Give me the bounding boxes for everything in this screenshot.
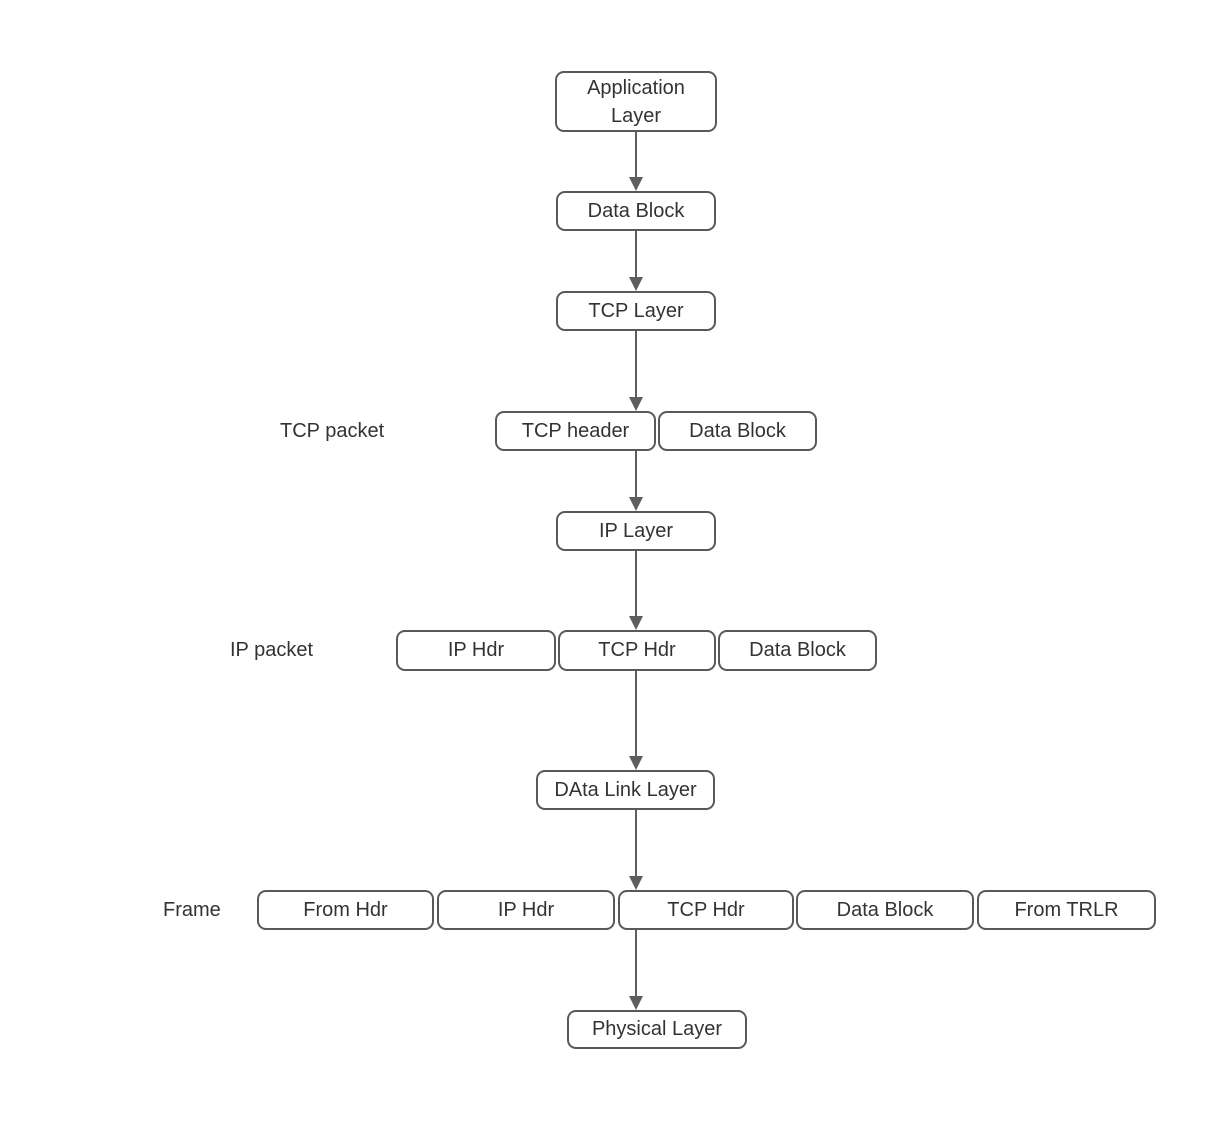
node-data-block-top: Data Block xyxy=(556,191,716,231)
arrow-head-icon xyxy=(629,996,643,1010)
node-ip-layer: IP Layer xyxy=(556,511,716,551)
arrow-head-icon xyxy=(629,497,643,511)
arrow-shaft xyxy=(635,551,637,619)
arrow-shaft xyxy=(635,930,637,999)
arrow-ippacket-to-datalink xyxy=(629,671,643,770)
node-physical-layer: Physical Layer xyxy=(567,1010,747,1049)
node-tcp-layer: TCP Layer xyxy=(556,291,716,331)
arrow-tcplayer-to-tcppacket xyxy=(629,331,643,411)
node-ip-hdr-ip-packet: IP Hdr xyxy=(396,630,556,671)
arrow-tcppacket-to-iplayer xyxy=(629,451,643,511)
arrow-app-to-datablock xyxy=(629,132,643,191)
node-data-block-tcp-packet: Data Block xyxy=(658,411,817,451)
arrow-datablock-to-tcplayer xyxy=(629,231,643,291)
node-tcp-header: TCP header xyxy=(495,411,656,451)
arrow-shaft xyxy=(635,451,637,500)
node-tcp-hdr-frame: TCP Hdr xyxy=(618,890,794,930)
arrow-head-icon xyxy=(629,277,643,291)
arrow-shaft xyxy=(635,671,637,759)
node-application-layer: Application Layer xyxy=(555,71,717,132)
arrow-datalink-to-frame xyxy=(629,810,643,890)
node-data-link-layer: DAta Link Layer xyxy=(536,770,715,810)
node-data-block-frame: Data Block xyxy=(796,890,974,930)
arrow-shaft xyxy=(635,810,637,879)
arrow-head-icon xyxy=(629,177,643,191)
arrow-head-icon xyxy=(629,756,643,770)
arrow-head-icon xyxy=(629,876,643,890)
arrow-head-icon xyxy=(629,397,643,411)
row-label-frame: Frame xyxy=(163,899,221,921)
arrow-head-icon xyxy=(629,616,643,630)
node-tcp-hdr-ip-packet: TCP Hdr xyxy=(558,630,716,671)
node-from-trlr: From TRLR xyxy=(977,890,1156,930)
node-data-block-ip-packet: Data Block xyxy=(718,630,877,671)
row-label-tcp-packet: TCP packet xyxy=(280,420,385,442)
arrow-shaft xyxy=(635,132,637,180)
node-from-hdr: From Hdr xyxy=(257,890,434,930)
arrow-shaft xyxy=(635,331,637,400)
arrow-shaft xyxy=(635,231,637,280)
arrow-iplayer-to-ippacket xyxy=(629,551,643,630)
node-ip-hdr-frame: IP Hdr xyxy=(437,890,615,930)
arrow-frame-to-physical xyxy=(629,930,643,1010)
row-label-ip-packet: IP packet xyxy=(230,639,314,661)
